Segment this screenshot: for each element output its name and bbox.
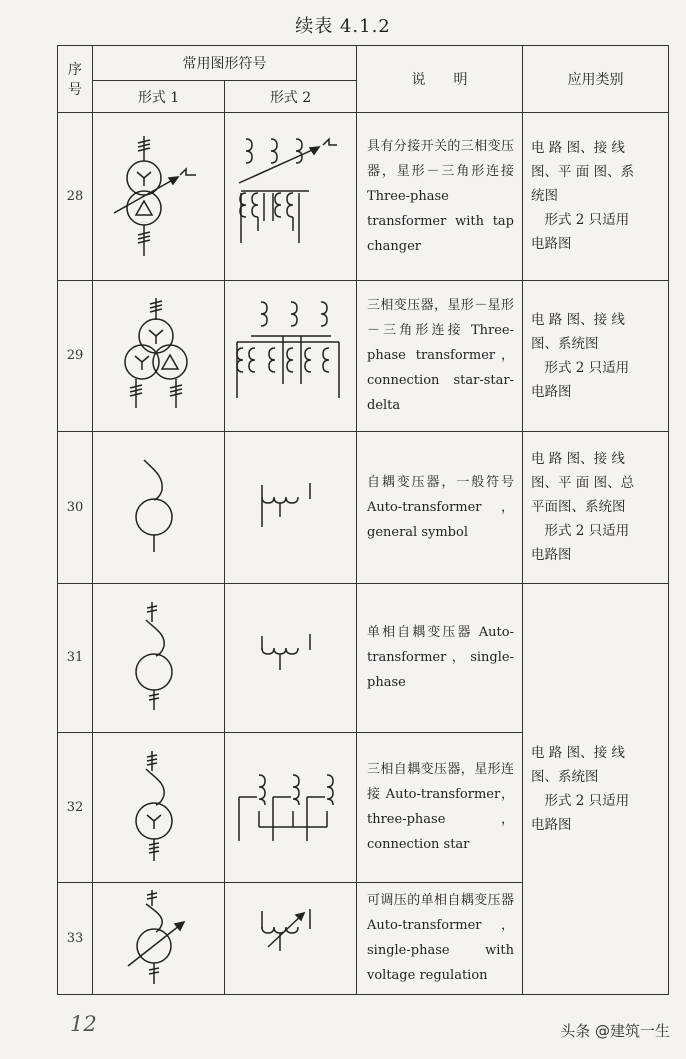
auto-transformer-symbol: [114, 452, 204, 562]
row-description: 自耦变压器，一般符号 Auto-transformer，general symbol: [357, 432, 523, 583]
three-phase-auto-transformer-symbol: [114, 747, 204, 867]
row-description: 三相变压器，星形－星形－三角形连接 Three-phase transformer，connection star-star-delta: [357, 280, 523, 431]
symbol-form1-cell: [93, 113, 225, 281]
row-category: 电 路 图、接 线 图、平 面 图、系 统图 形式 2 只适用 电路图: [523, 113, 669, 281]
row-description: 具有分接开关的三相变压器，星形－三角形连接 Three-phase transformer with tap changer: [357, 113, 523, 281]
row-category-merged: 电 路 图、接 线 图、系统图 形式 2 只适用 电路图: [523, 583, 669, 994]
table-row: [58, 113, 669, 281]
adjustable-auto-transformer-winding-symbol: [246, 903, 336, 973]
row-description: 三相自耦变压器，星形连接 Auto-transformer，three-phase，connection star: [357, 733, 523, 882]
row-number: 28: [58, 113, 93, 281]
symbol-form2-cell: [225, 733, 357, 882]
symbol-form2-cell: [225, 280, 357, 431]
row-description: 可调压的单相自耦变压器 Auto-transformer，single-phase with voltage regulation: [357, 882, 523, 994]
header-description: 说 明: [357, 46, 523, 113]
three-phase-tap-transformer-winding-symbol: [231, 131, 351, 261]
row-description: 单相自耦变压器 Auto-transformer，single-phase: [357, 583, 523, 732]
row-category: 电 路 图、接 线 图、平 面 图、总 平面图、系统图 形式 2 只适用 电路图: [523, 432, 669, 583]
header-category: 应用类别: [523, 46, 669, 113]
page-number: 12: [70, 1012, 97, 1036]
row-number: 32: [58, 733, 93, 882]
symbol-form1-cell: [93, 432, 225, 583]
symbol-form1-cell: [93, 583, 225, 732]
single-phase-auto-transformer-symbol: [114, 598, 204, 718]
symbol-form2-cell: [225, 583, 357, 732]
single-phase-auto-transformer-winding-symbol: [246, 628, 336, 688]
symbol-table: [57, 45, 669, 995]
symbol-form1-cell: [93, 882, 225, 994]
symbol-form2-cell: [225, 882, 357, 994]
table-row: [58, 583, 669, 732]
header-symbols: 常用图形符号: [93, 46, 357, 81]
table-row: [58, 280, 669, 431]
row-number: 29: [58, 280, 93, 431]
row-number: 31: [58, 583, 93, 732]
three-winding-transformer-symbol: [104, 296, 214, 416]
table-title: 续表 4.1.2: [295, 16, 391, 37]
row-number: 33: [58, 882, 93, 994]
symbol-form2-cell: [225, 432, 357, 583]
header-form2: 形式 2: [225, 81, 357, 113]
symbol-form1-cell: [93, 280, 225, 431]
watermark: 头条 @建筑一生: [560, 1022, 670, 1040]
header-no: 序 号: [58, 46, 93, 113]
symbol-form1-cell: [93, 733, 225, 882]
three-phase-tap-transformer-symbol: [104, 131, 214, 261]
auto-transformer-winding-symbol: [246, 477, 336, 537]
adjustable-auto-transformer-symbol: [114, 888, 204, 988]
header-form1: 形式 1: [93, 81, 225, 113]
row-category: 电 路 图、接 线 图、系统图 形式 2 只适用 电路图: [523, 280, 669, 431]
three-winding-transformer-winding-symbol: [231, 298, 351, 413]
three-phase-auto-transformer-winding-symbol: [231, 767, 351, 847]
row-number: 30: [58, 432, 93, 583]
table-row: [58, 432, 669, 583]
symbol-form2-cell: [225, 113, 357, 281]
